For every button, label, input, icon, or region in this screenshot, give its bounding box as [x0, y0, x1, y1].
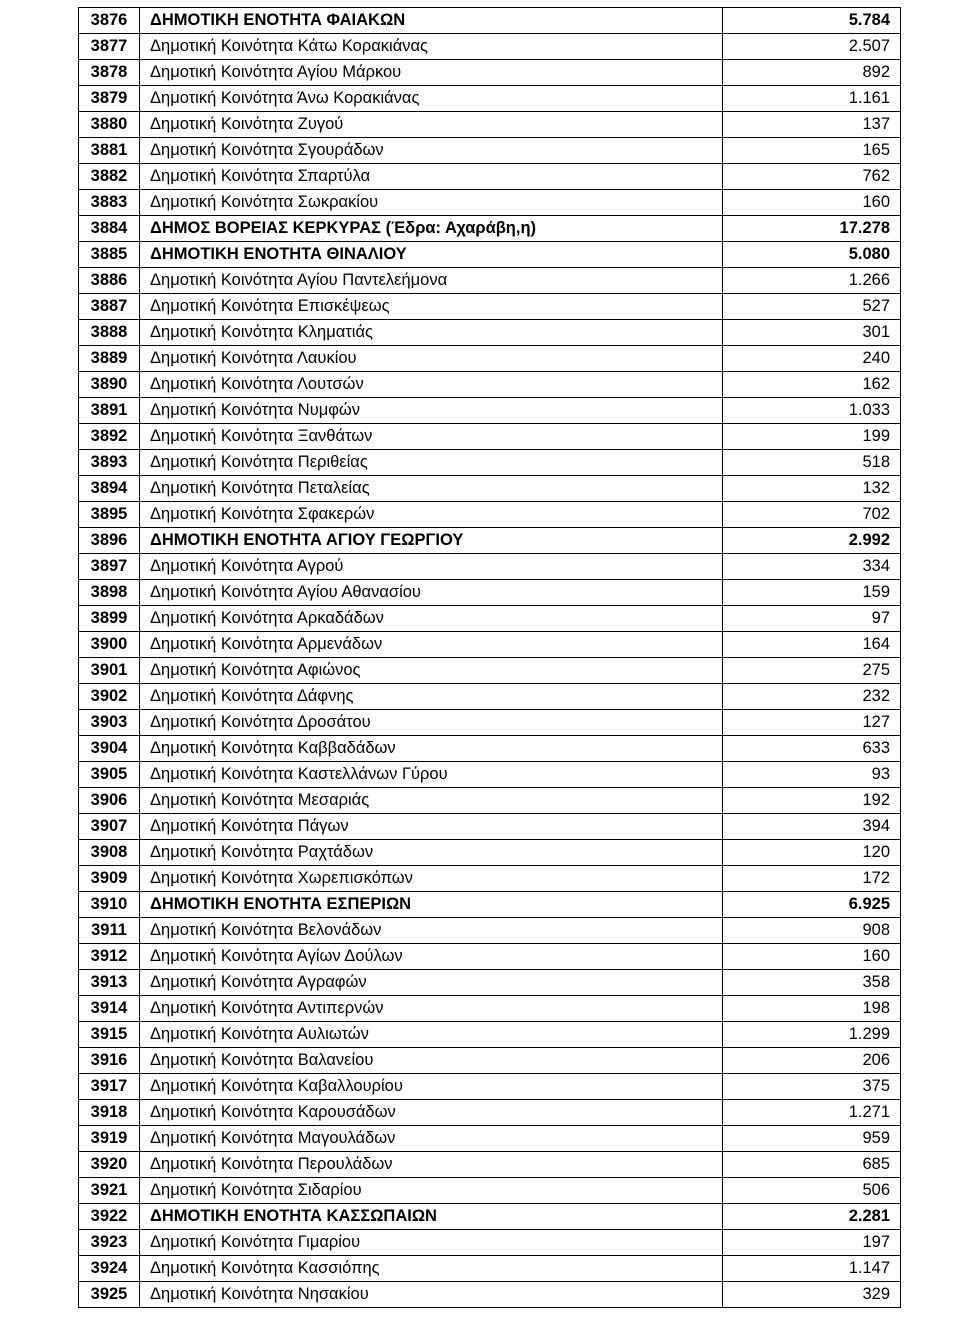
row-population: 172: [723, 866, 901, 892]
row-code: 3896: [79, 528, 140, 554]
row-name: Δημοτική Κοινότητα Σιδαρίου: [140, 1178, 723, 1204]
row-code: 3878: [79, 60, 140, 86]
row-code: 3924: [79, 1256, 140, 1282]
row-population: 275: [723, 658, 901, 684]
table-row: [79, 164, 901, 190]
table-row: [79, 320, 901, 346]
row-code: 3921: [79, 1178, 140, 1204]
row-name: Δημοτική Κοινότητα Περουλάδων: [140, 1152, 723, 1178]
row-code: 3916: [79, 1048, 140, 1074]
row-name: ΔΗΜΟΤΙΚΗ ΕΝΟΤΗΤΑ ΕΣΠΕΡΙΩΝ: [140, 892, 723, 918]
table-row: [79, 34, 901, 60]
row-population: 527: [723, 294, 901, 320]
row-name: Δημοτική Κοινότητα Αφιώνος: [140, 658, 723, 684]
table-row: [79, 970, 901, 996]
row-name: Δημοτική Κοινότητα Σπαρτύλα: [140, 164, 723, 190]
table-row: [79, 112, 901, 138]
table-row: [79, 1152, 901, 1178]
table-row: [79, 450, 901, 476]
table-row: [79, 996, 901, 1022]
row-population: 518: [723, 450, 901, 476]
row-code: 3910: [79, 892, 140, 918]
table-row: [79, 424, 901, 450]
table-row: [79, 1282, 901, 1308]
row-population: 6.925: [723, 892, 901, 918]
row-population: 1.266: [723, 268, 901, 294]
row-name: Δημοτική Κοινότητα Λαυκίου: [140, 346, 723, 372]
row-code: 3912: [79, 944, 140, 970]
row-code: 3901: [79, 658, 140, 684]
row-population: 164: [723, 632, 901, 658]
row-code: 3922: [79, 1204, 140, 1230]
row-code: 3897: [79, 554, 140, 580]
row-name: Δημοτική Κοινότητα Αυλιωτών: [140, 1022, 723, 1048]
row-name: ΔΗΜΟΤΙΚΗ ΕΝΟΤΗΤΑ ΘΙΝΑΛΙΟΥ: [140, 242, 723, 268]
row-code: 3880: [79, 112, 140, 138]
row-population: 375: [723, 1074, 901, 1100]
table-row: [79, 8, 901, 34]
row-name: Δημοτική Κοινότητα Πεταλείας: [140, 476, 723, 502]
row-code: 3895: [79, 502, 140, 528]
row-population: 394: [723, 814, 901, 840]
row-name: Δημοτική Κοινότητα Χωρεπισκόπων: [140, 866, 723, 892]
row-name: Δημοτική Κοινότητα Βαλανείου: [140, 1048, 723, 1074]
row-code: 3923: [79, 1230, 140, 1256]
row-population: 2.992: [723, 528, 901, 554]
row-code: 3891: [79, 398, 140, 424]
table-row: [79, 268, 901, 294]
row-name: Δημοτική Κοινότητα Κασσιόπης: [140, 1256, 723, 1282]
row-name: Δημοτική Κοινότητα Γιμαρίου: [140, 1230, 723, 1256]
row-name: Δημοτική Κοινότητα Περιθείας: [140, 450, 723, 476]
row-population: 685: [723, 1152, 901, 1178]
table-row: [79, 580, 901, 606]
row-name: ΔΗΜΟΤΙΚΗ ΕΝΟΤΗΤΑ ΑΓΙΟΥ ΓΕΩΡΓΙΟΥ: [140, 528, 723, 554]
row-code: 3918: [79, 1100, 140, 1126]
row-population: 358: [723, 970, 901, 996]
row-population: 702: [723, 502, 901, 528]
row-name: Δημοτική Κοινότητα Σγουράδων: [140, 138, 723, 164]
row-code: 3893: [79, 450, 140, 476]
row-code: 3885: [79, 242, 140, 268]
row-code: 3887: [79, 294, 140, 320]
row-code: 3920: [79, 1152, 140, 1178]
table-row: [79, 1256, 901, 1282]
row-code: 3898: [79, 580, 140, 606]
table-row: [79, 1204, 901, 1230]
row-population: 120: [723, 840, 901, 866]
table-row: [79, 736, 901, 762]
row-code: 3905: [79, 762, 140, 788]
row-code: 3914: [79, 996, 140, 1022]
row-population: 127: [723, 710, 901, 736]
table-row: [79, 1178, 901, 1204]
row-name: Δημοτική Κοινότητα Επισκέψεως: [140, 294, 723, 320]
table-row: [79, 242, 901, 268]
table-row: [79, 866, 901, 892]
row-population: 334: [723, 554, 901, 580]
row-code: 3883: [79, 190, 140, 216]
row-code: 3876: [79, 8, 140, 34]
row-population: 137: [723, 112, 901, 138]
row-name: Δημοτική Κοινότητα Καββαδάδων: [140, 736, 723, 762]
table-row: [79, 658, 901, 684]
row-code: 3890: [79, 372, 140, 398]
row-code: 3915: [79, 1022, 140, 1048]
row-code: 3904: [79, 736, 140, 762]
row-population: 1.033: [723, 398, 901, 424]
row-name: Δημοτική Κοινότητα Λουτσών: [140, 372, 723, 398]
row-population: 240: [723, 346, 901, 372]
row-name: Δημοτική Κοινότητα Δάφνης: [140, 684, 723, 710]
row-population: 232: [723, 684, 901, 710]
table-row: [79, 216, 901, 242]
row-name: Δημοτική Κοινότητα Κληματιάς: [140, 320, 723, 346]
document-page: [78, 7, 900, 1308]
row-population: 165: [723, 138, 901, 164]
table-row: [79, 1074, 901, 1100]
table-row: [79, 918, 901, 944]
row-name: Δημοτική Κοινότητα Δροσάτου: [140, 710, 723, 736]
row-population: 506: [723, 1178, 901, 1204]
table-row: [79, 788, 901, 814]
row-name: Δημοτική Κοινότητα Ξανθάτων: [140, 424, 723, 450]
row-code: 3882: [79, 164, 140, 190]
row-name: Δημοτική Κοινότητα Αγραφών: [140, 970, 723, 996]
row-code: 3900: [79, 632, 140, 658]
row-name: Δημοτική Κοινότητα Μεσαριάς: [140, 788, 723, 814]
row-code: 3903: [79, 710, 140, 736]
table-row: [79, 138, 901, 164]
row-population: 633: [723, 736, 901, 762]
row-code: 3911: [79, 918, 140, 944]
row-code: 3907: [79, 814, 140, 840]
row-code: 3919: [79, 1126, 140, 1152]
table-row: [79, 814, 901, 840]
row-name: Δημοτική Κοινότητα Αγίου Αθανασίου: [140, 580, 723, 606]
table-row: [79, 840, 901, 866]
table-row: [79, 86, 901, 112]
population-table: [78, 7, 901, 1308]
table-row: [79, 398, 901, 424]
row-name: Δημοτική Κοινότητα Αντιπερνών: [140, 996, 723, 1022]
row-code: 3889: [79, 346, 140, 372]
table-row: [79, 632, 901, 658]
row-name: Δημοτική Κοινότητα Αρκαδάδων: [140, 606, 723, 632]
table-body: [79, 8, 901, 1308]
row-code: 3881: [79, 138, 140, 164]
row-population: 2.281: [723, 1204, 901, 1230]
row-population: 162: [723, 372, 901, 398]
row-name: Δημοτική Κοινότητα Σφακερών: [140, 502, 723, 528]
table-row: [79, 892, 901, 918]
row-name: Δημοτική Κοινότητα Καρουσάδων: [140, 1100, 723, 1126]
row-code: 3917: [79, 1074, 140, 1100]
row-population: 206: [723, 1048, 901, 1074]
row-name: ΔΗΜΟΣ ΒΟΡΕΙΑΣ ΚΕΡΚΥΡΑΣ (Έδρα: Αχαράβη,η): [140, 216, 723, 242]
row-population: 329: [723, 1282, 901, 1308]
row-population: 97: [723, 606, 901, 632]
table-row: [79, 372, 901, 398]
row-population: 1.299: [723, 1022, 901, 1048]
table-row: [79, 554, 901, 580]
row-population: 199: [723, 424, 901, 450]
table-row: [79, 944, 901, 970]
table-row: [79, 684, 901, 710]
table-row: [79, 1048, 901, 1074]
row-name: Δημοτική Κοινότητα Αρμενάδων: [140, 632, 723, 658]
row-population: 5.080: [723, 242, 901, 268]
table-row: [79, 528, 901, 554]
table-row: [79, 346, 901, 372]
table-row: [79, 710, 901, 736]
row-code: 3879: [79, 86, 140, 112]
row-population: 892: [723, 60, 901, 86]
row-code: 3877: [79, 34, 140, 60]
table-row: [79, 476, 901, 502]
row-population: 959: [723, 1126, 901, 1152]
row-code: 3899: [79, 606, 140, 632]
row-name: ΔΗΜΟΤΙΚΗ ΕΝΟΤΗΤΑ ΚΑΣΣΩΠΑΙΩΝ: [140, 1204, 723, 1230]
row-code: 3913: [79, 970, 140, 996]
row-name: Δημοτική Κοινότητα Άνω Κορακιάνας: [140, 86, 723, 112]
row-code: 3925: [79, 1282, 140, 1308]
table-row: [79, 502, 901, 528]
row-code: 3892: [79, 424, 140, 450]
row-population: 160: [723, 944, 901, 970]
row-name: Δημοτική Κοινότητα Ραχτάδων: [140, 840, 723, 866]
table-row: [79, 1126, 901, 1152]
row-code: 3886: [79, 268, 140, 294]
row-population: 197: [723, 1230, 901, 1256]
row-name: Δημοτική Κοινότητα Αγίου Παντελεήμονα: [140, 268, 723, 294]
row-name: ΔΗΜΟΤΙΚΗ ΕΝΟΤΗΤΑ ΦΑΙΑΚΩΝ: [140, 8, 723, 34]
row-code: 3908: [79, 840, 140, 866]
row-code: 3894: [79, 476, 140, 502]
row-code: 3888: [79, 320, 140, 346]
table-row: [79, 606, 901, 632]
row-population: 1.147: [723, 1256, 901, 1282]
row-code: 3909: [79, 866, 140, 892]
row-code: 3902: [79, 684, 140, 710]
row-population: 132: [723, 476, 901, 502]
row-population: 198: [723, 996, 901, 1022]
row-population: 93: [723, 762, 901, 788]
row-population: 908: [723, 918, 901, 944]
table-row: [79, 294, 901, 320]
row-population: 1.161: [723, 86, 901, 112]
table-row: [79, 1230, 901, 1256]
row-population: 160: [723, 190, 901, 216]
row-name: Δημοτική Κοινότητα Μαγουλάδων: [140, 1126, 723, 1152]
row-name: Δημοτική Κοινότητα Αγίων Δούλων: [140, 944, 723, 970]
row-name: Δημοτική Κοινότητα Πάγων: [140, 814, 723, 840]
row-code: 3906: [79, 788, 140, 814]
row-population: 17.278: [723, 216, 901, 242]
row-name: Δημοτική Κοινότητα Κάτω Κορακιάνας: [140, 34, 723, 60]
row-name: Δημοτική Κοινότητα Καβαλλουρίου: [140, 1074, 723, 1100]
table-row: [79, 60, 901, 86]
table-row: [79, 1100, 901, 1126]
row-population: 2.507: [723, 34, 901, 60]
row-name: Δημοτική Κοινότητα Αγίου Μάρκου: [140, 60, 723, 86]
row-code: 3884: [79, 216, 140, 242]
table-row: [79, 1022, 901, 1048]
row-population: 159: [723, 580, 901, 606]
row-name: Δημοτική Κοινότητα Σωκρακίου: [140, 190, 723, 216]
row-population: 301: [723, 320, 901, 346]
row-name: Δημοτική Κοινότητα Νυμφών: [140, 398, 723, 424]
row-population: 5.784: [723, 8, 901, 34]
row-name: Δημοτική Κοινότητα Ζυγού: [140, 112, 723, 138]
row-name: Δημοτική Κοινότητα Αγρού: [140, 554, 723, 580]
row-population: 762: [723, 164, 901, 190]
row-population: 1.271: [723, 1100, 901, 1126]
row-name: Δημοτική Κοινότητα Νησακίου: [140, 1282, 723, 1308]
row-population: 192: [723, 788, 901, 814]
row-name: Δημοτική Κοινότητα Καστελλάνων Γύρου: [140, 762, 723, 788]
table-row: [79, 762, 901, 788]
row-name: Δημοτική Κοινότητα Βελονάδων: [140, 918, 723, 944]
table-row: [79, 190, 901, 216]
